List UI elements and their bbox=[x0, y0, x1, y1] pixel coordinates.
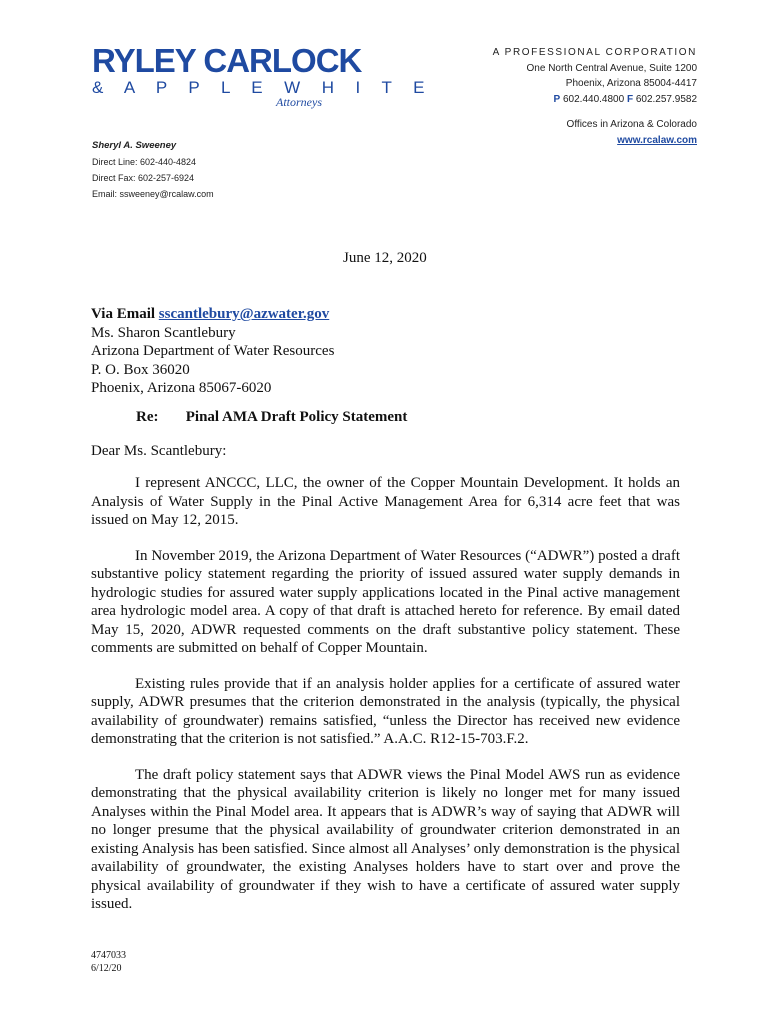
attorney-email: Email: ssweeney@rcalaw.com bbox=[92, 189, 214, 199]
recipient-email-link[interactable]: sscantlebury@azwater.gov bbox=[158, 306, 330, 322]
subject-line bbox=[136, 409, 407, 426]
address-line-2: Phoenix, Arizona 85004-4417 bbox=[565, 78, 697, 90]
document-number: 4747033 bbox=[91, 950, 126, 961]
body-paragraph: In November 2019, the Arizona Department of Water Resources (“ADWR”) posted a draft substantive policy statement regarding the priority of issued assured water supply demands in hydrologic studies for assured water supply applications located in the Pinal active management area hydrologic model area. A copy of that draft is attached hereto for reference. By email dated May 15, 2020, ADWR requested comments on the draft substantive policy statement. These comments are submitted on behalf of Copper Mountain. bbox=[91, 547, 680, 656]
attorney-name: Sheryl A. Sweeney bbox=[92, 140, 177, 151]
recipient-po-box: P. O. Box 36020 bbox=[91, 361, 190, 378]
delivery-line bbox=[91, 305, 334, 324]
fax-number: 602.257.9582 bbox=[635, 93, 697, 105]
re-subject: Pinal AMA Draft Policy Statement bbox=[185, 409, 408, 425]
re-label: Re: bbox=[136, 409, 159, 425]
phone-label: P bbox=[553, 93, 561, 105]
firm-logo bbox=[92, 42, 433, 110]
address-line-1: One North Central Avenue, Suite 1200 bbox=[526, 62, 697, 74]
attorney-block bbox=[92, 138, 214, 202]
phone-number: 602.440.4800 bbox=[562, 93, 625, 105]
firm-contact-block bbox=[397, 45, 697, 149]
body-paragraph: I represent ANCCC, LLC, the owner of the Copper Mountain Development. It holds an Analysis of Water Supply in the Pinal Active Management Area for 6,314 acre feet that was issued on May 12, 2015. bbox=[91, 475, 680, 528]
recipient-city: Phoenix, Arizona 85067-6020 bbox=[91, 380, 272, 397]
phone-fax-line bbox=[397, 92, 697, 108]
logo-attorneys-label: Attorneys bbox=[276, 95, 322, 109]
via-email-label: Via Email bbox=[91, 306, 156, 322]
website-link[interactable]: www.rcalaw.com bbox=[617, 134, 697, 146]
document-footer bbox=[91, 949, 126, 975]
letter-date: June 12, 2020 bbox=[343, 250, 427, 266]
salutation: Dear Ms. Scantlebury: bbox=[91, 443, 227, 459]
recipient-name: Ms. Sharon Scantlebury bbox=[91, 324, 236, 341]
offices-line: Offices in Arizona & Colorado bbox=[566, 119, 697, 131]
attorney-direct-fax: Direct Fax: 602-257-6924 bbox=[92, 173, 195, 183]
document-date: 6/12/20 bbox=[91, 963, 122, 974]
logo-firm-name-second-line: & A P P L E W H I T E bbox=[92, 78, 433, 97]
logo-firm-name: RYLEY CARLOCK bbox=[92, 42, 362, 79]
fax-label: F bbox=[626, 93, 634, 105]
corporation-label: A PROFESSIONAL CORPORATION bbox=[492, 47, 697, 58]
recipient-block bbox=[91, 305, 334, 398]
recipient-organization: Arizona Department of Water Resources bbox=[91, 343, 335, 360]
body-paragraph: Existing rules provide that if an analysis holder applies for a certificate of assured water supply, ADWR presumes that the criterion demonstrated in the analysis (typically, the physical availability of groundwater) remains satisfied, “unless the Director has received new evidence demonstrating that the criterion is not satisfied.” A.A.C. R12-15-703.F.2. bbox=[91, 675, 680, 747]
attorney-direct-line: Direct Line: 602-440-4824 bbox=[92, 157, 197, 167]
letter-body bbox=[91, 474, 680, 931]
body-paragraph: The draft policy statement says that ADWR views the Pinal Model AWS run as evidence demonstrating that the physical availability criterion is likely no longer met for many issued Analyses within the Pinal Model area. It appears that is ADWR’s way of saying that ADWR will no longer presume that the physical availability of groundwater criterion demonstrated in an existing Analysis has been satisfied. Since almost all Analyses’ only demonstration is the physical availability of groundwater, the existing Analyses holders have to start over and prove the physical availability of groundwater if they wish to have a certificate of assured water supply issued. bbox=[91, 766, 680, 912]
